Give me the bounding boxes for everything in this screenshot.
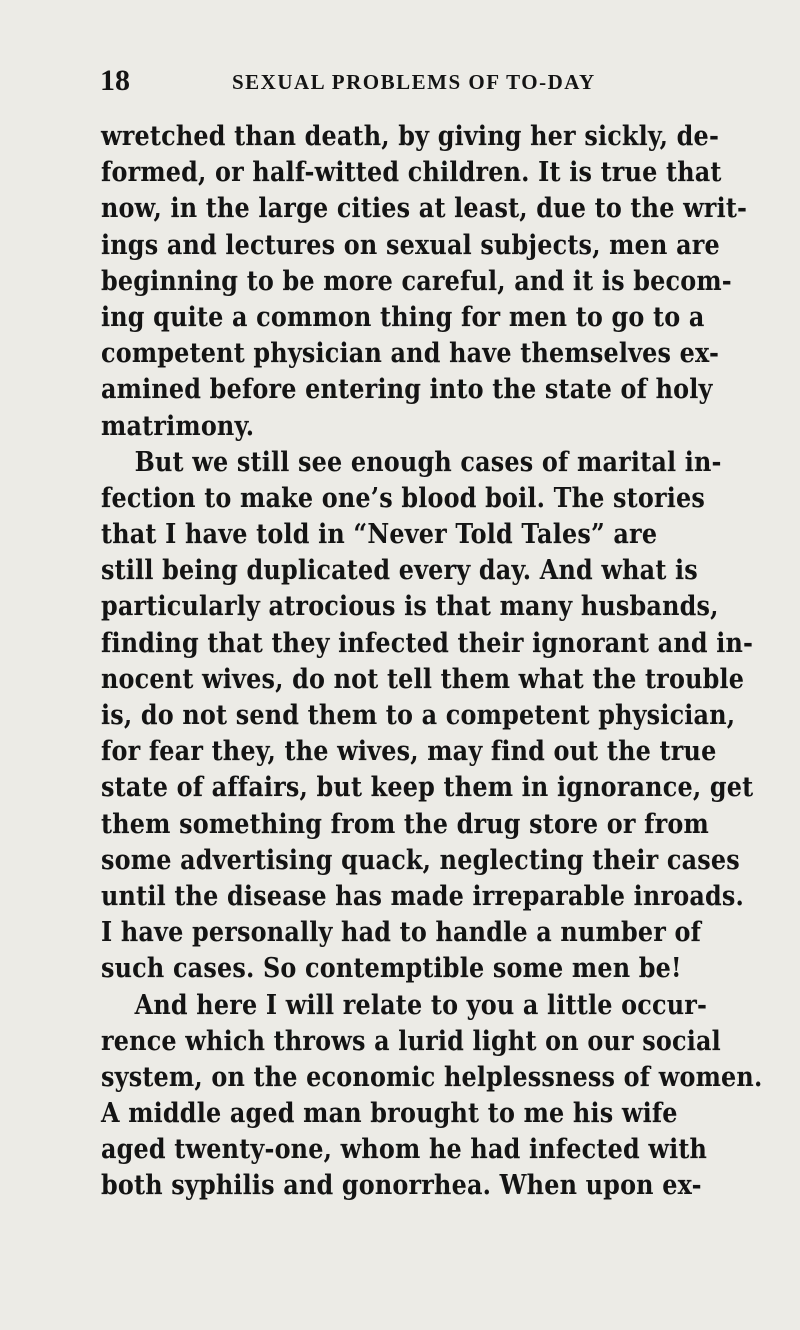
page-number: 18: [100, 64, 130, 97]
text-line: fection to make one’s blood boil. The stories: [101, 482, 706, 514]
text-line: ings and lectures on sexual subjects, men are: [101, 229, 720, 261]
text-line: formed, or half-witted children. It is true that: [101, 157, 722, 189]
body-text: [101, 119, 763, 1205]
text-line: is, do not send them to a competent physician,: [101, 700, 736, 731]
text-line: finding that they infected their ignorant and in-: [101, 627, 754, 659]
text-line: for fear they, the wives, may find out the true: [101, 736, 717, 768]
text-line: particularly atrocious is that many husbands,: [101, 591, 719, 623]
running-head: [100, 64, 704, 98]
text-line: A middle aged man brought to me his wife: [101, 1098, 678, 1130]
text-line: And here I will relate to you a little occur-: [134, 989, 708, 1021]
text-line: amined before entering into the state of holy: [101, 374, 713, 406]
text-line: matrimony.: [101, 410, 255, 442]
text-line: competent physician and have themselves ex-: [101, 338, 720, 370]
text-line: some advertising quack, neglecting their cases: [101, 844, 740, 876]
text-line: state of affairs, but keep them in ignorance, get: [101, 772, 754, 804]
text-line: wretched than death, by giving her sickly, de-: [101, 121, 720, 152]
text-line: nocent wives, do not tell them what the trouble: [101, 663, 745, 695]
text-line: such cases. So contemptible some men be!: [101, 953, 682, 985]
text-line: ing quite a common thing for men to go to a: [101, 301, 705, 333]
text-line: still being duplicated every day. And what is: [101, 555, 698, 587]
text-line: But we still see enough cases of marital in-: [134, 446, 722, 478]
text-line: beginning to be more careful, and it is becom-: [101, 265, 732, 297]
text-line: until the disease has made irreparable inroads.: [101, 880, 745, 912]
text-line: aged twenty-one, whom he had infected with: [101, 1134, 708, 1166]
running-title: SEXUAL PROBLEMS OF TO-DAY: [232, 70, 596, 94]
text-line: them something from the drug store or from: [101, 808, 709, 840]
text-line: system, on the economic helplessness of women.: [101, 1061, 763, 1093]
text-line: now, in the large cities at least, due to the writ-: [101, 193, 748, 225]
text-line: that I have told in “Never Told Tales” are: [101, 519, 658, 551]
text-line: rence which throws a lurid light on our social: [101, 1025, 721, 1057]
text-line: both syphilis and gonorrhea. When upon ex-: [101, 1170, 702, 1202]
text-line: I have personally had to handle a number of: [101, 917, 702, 949]
